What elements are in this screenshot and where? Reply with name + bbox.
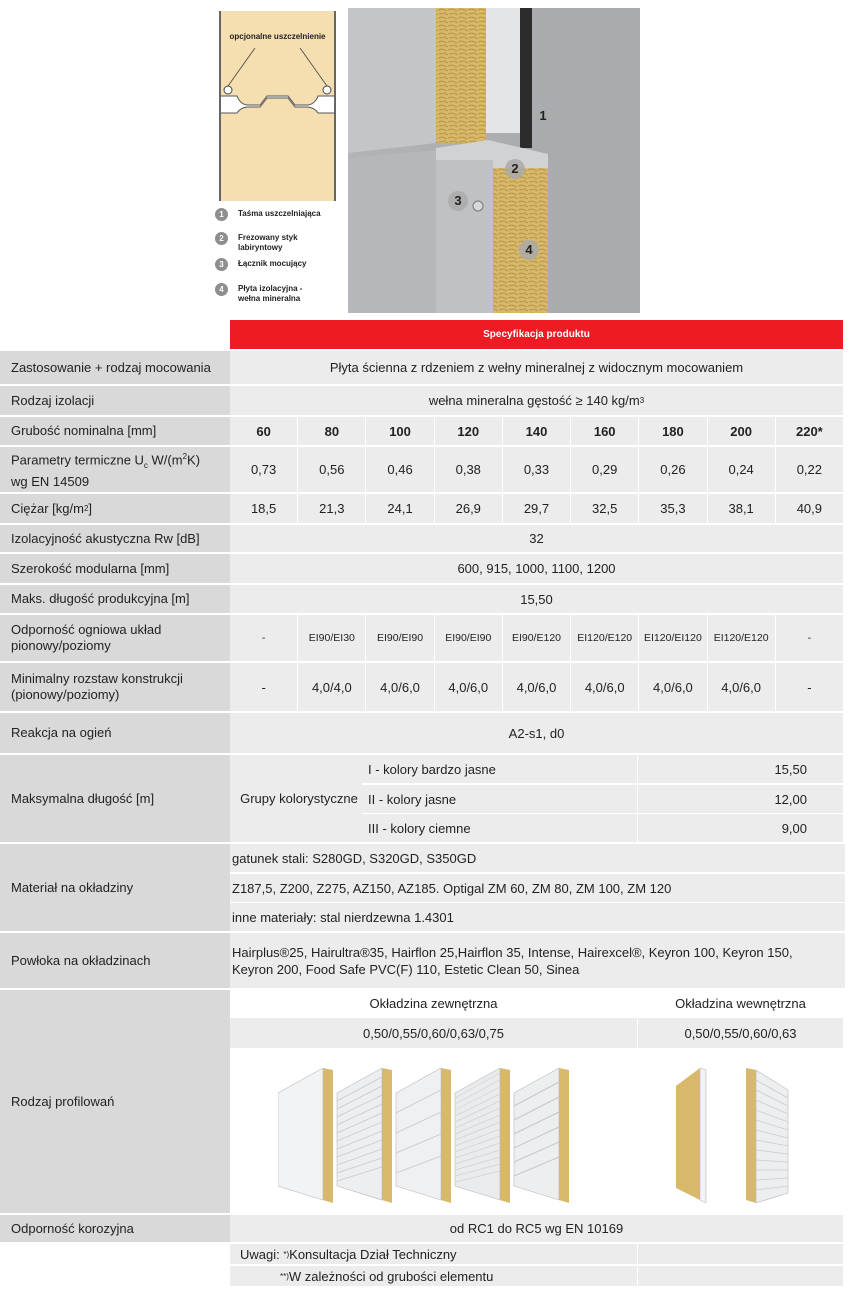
photo-label: 4: [519, 240, 539, 260]
thermal-label-c: K) wg EN 14509: [11, 452, 201, 489]
joint-diagram: [215, 8, 340, 313]
row-modular-width: [0, 554, 843, 583]
legend-item: [215, 258, 306, 271]
row-max-length: [0, 755, 843, 842]
row-label: Rodzaj izolacji: [0, 386, 230, 415]
row-value: Płyta ścienna z rdzeniem z wełny mineralnej z widocznym mocowaniem: [230, 351, 843, 384]
coating-value: [230, 933, 845, 988]
row-label: Powłoka na okładzinach: [0, 933, 230, 988]
row-min-spacing: [0, 663, 843, 711]
thermal-cell: 0,29: [570, 447, 638, 492]
note-2-mark: **): [280, 1271, 289, 1281]
outer-cladding-values: 0,50/0,55/0,60/0,63/0,75: [230, 1018, 637, 1048]
row-label: Izolacyjność akustyczna Rw [dB]: [0, 525, 230, 552]
weight-cell: 21,3: [297, 494, 365, 523]
row-label: Reakcja na ogień: [0, 713, 230, 753]
weight-cell: 26,9: [434, 494, 502, 523]
row-fire-reaction: [0, 713, 843, 753]
legend-item: [215, 283, 318, 304]
note-1-mark: *): [283, 1249, 290, 1259]
inner-panel-2: [746, 1068, 788, 1203]
row-label: Rodzaj profilowań: [0, 990, 230, 1213]
weight-cell: 29,7: [502, 494, 570, 523]
min-spacing-cell: 4,0/6,0: [638, 663, 706, 711]
note-2-text: W zależności od grubości elementu: [288, 1268, 494, 1284]
thickness-cell: 160: [570, 417, 638, 445]
fire-resistance-cell: -: [230, 615, 297, 661]
row-label: [0, 447, 230, 492]
min-spacing-cell: 4,0/4,0: [297, 663, 365, 711]
inner-cladding-values: 0,50/0,55/0,60/0,63: [638, 1018, 843, 1048]
thermal-label-b: W/(m: [147, 452, 183, 468]
color-group-name: II - kolory jasne: [362, 785, 637, 813]
fire-resistance-cell: EI90/EI30: [297, 615, 365, 661]
thermal-cell: 0,56: [297, 447, 365, 492]
thickness-cell: 220*: [775, 417, 843, 445]
legend-item: [215, 232, 318, 253]
row-label: Odporność korozyjna: [0, 1215, 230, 1242]
thickness-cells: [230, 417, 843, 445]
note-2: [230, 1266, 637, 1286]
thermal-cell: 0,46: [365, 447, 433, 492]
fire-resistance-cell: EI120/EI120: [638, 615, 706, 661]
weight-cell: 40,9: [775, 494, 843, 523]
thermal-cell: 0,38: [434, 447, 502, 492]
thickness-cell: 80: [297, 417, 365, 445]
panel-photo: [348, 8, 640, 313]
row-label: [0, 494, 230, 523]
row-value: 15,50: [230, 585, 843, 613]
weight-label-b: ]: [88, 500, 93, 516]
legend-text: Łącznik mocujący: [238, 259, 307, 268]
row-profiling: [0, 990, 843, 1213]
thickness-cell: 200: [707, 417, 775, 445]
material-line: Z187,5, Z200, Z275, AZ150, AZ185. Optigal ZM 60, ZM 80, ZM 100, ZM 120: [230, 874, 845, 902]
coating-line: Keyron 200, Food Safe PVC(F) 110, Estetic Clean 50, Sinea: [232, 961, 580, 977]
legend-item: [215, 208, 321, 221]
row-fire-resistance: [0, 615, 843, 661]
fire-resistance-cell: EI120/E120: [707, 615, 775, 661]
material-line: inne materiały: stal nierdzewna 1.4301: [230, 903, 845, 931]
profile-panel-4: [455, 1068, 510, 1203]
profile-panel-5: [514, 1068, 569, 1203]
color-group-value: 12,00: [638, 785, 843, 813]
note-2-empty: [638, 1266, 843, 1286]
min-spacing-cell: -: [775, 663, 843, 711]
legend-text: Frezowany styk labiryntowy: [238, 233, 298, 252]
weight-cell: 24,1: [365, 494, 433, 523]
legend-text: Płyta izolacyjna - wełna mineralna: [238, 284, 303, 303]
joint-caption: opcjonalne uszczelnienie: [229, 32, 326, 41]
outer-profile-panels: [278, 1068, 623, 1203]
fire-resistance-cell: EI120/E120: [570, 615, 638, 661]
weight-label-sup: 2: [83, 503, 89, 513]
row-thickness: [0, 417, 843, 445]
thermal-label-sup: 2: [182, 452, 188, 462]
fire-resistance-cells: [230, 615, 843, 661]
row-value: [230, 386, 843, 415]
insulation-value: wełna mineralna gęstość ≥ 140 kg/m: [428, 393, 640, 408]
row-value: 32: [230, 525, 843, 552]
inner-cladding-title: Okładzina wewnętrzna: [638, 990, 843, 1016]
weight-cell: 38,1: [707, 494, 775, 523]
row-label: [0, 615, 230, 661]
color-group-name: III - kolory ciemne: [362, 814, 637, 842]
profile-panel-1: [278, 1068, 333, 1203]
min-spacing-cell: 4,0/6,0: [365, 663, 433, 711]
fire-resistance-cell: EI90/E120: [502, 615, 570, 661]
thermal-cell: 0,22: [775, 447, 843, 492]
row-weight: [0, 494, 843, 523]
profile-panel-3: [396, 1068, 451, 1203]
legend-number: 1: [215, 208, 228, 221]
row-label: Maksymalna długość [m]: [0, 755, 230, 842]
weight-cells: [230, 494, 843, 523]
legend-number: 3: [215, 258, 228, 271]
row-value: A2-s1, d0: [230, 713, 843, 753]
min-spacing-cell: 4,0/6,0: [434, 663, 502, 711]
thermal-label-a: Parametry termiczne U: [11, 452, 144, 468]
thermal-cell: 0,24: [707, 447, 775, 492]
coating-line: Hairplus®25, Hairultra®35, Hairflon 25,Hairflon 35, Intense, Hairexcel®, Keyron 100, Keyron 150,: [232, 944, 793, 960]
fire-resistance-cell: EI90/EI90: [434, 615, 502, 661]
row-label: Maks. długość produkcyjna [m]: [0, 585, 230, 613]
legend-number: 2: [215, 232, 228, 245]
panel-photo-drawing: [348, 8, 640, 313]
color-group-label: Grupy kolorystyczne: [230, 755, 362, 842]
color-group-value: 9,00: [638, 814, 843, 842]
fire-resistance-cell: EI90/EI90: [365, 615, 433, 661]
fire-resistance-cell: -: [775, 615, 843, 661]
note-1: [230, 1244, 637, 1264]
thickness-cell: 140: [502, 417, 570, 445]
row-label: Zastosowanie + rodzaj mocowania: [0, 351, 230, 384]
row-label: Materiał na okładziny: [0, 844, 230, 931]
thermal-cell: 0,33: [502, 447, 570, 492]
row-label: [0, 663, 230, 711]
row-corrosion: [0, 1215, 843, 1242]
thermal-cell: 0,26: [638, 447, 706, 492]
thickness-cell: 180: [638, 417, 706, 445]
legend-number: 4: [215, 283, 228, 296]
insulation-sup: 3: [639, 396, 645, 405]
color-group-value: 15,50: [638, 755, 843, 783]
photo-label: 1: [533, 106, 553, 126]
legend-text: Taśma uszczelniająca: [238, 209, 321, 218]
color-group-name: I - kolory bardzo jasne: [362, 755, 637, 783]
row-label: Szerokość modularna [mm]: [0, 554, 230, 583]
row-insulation: [0, 386, 843, 415]
row-label: Grubość nominalna [mm]: [0, 417, 230, 445]
row-max-length-production: [0, 585, 843, 613]
fire-resistance-label: Odporność ogniowa układ pionowy/poziomy: [11, 622, 162, 653]
thickness-cell: 60: [230, 417, 297, 445]
row-value: od RC1 do RC5 wg EN 10169: [230, 1215, 843, 1242]
profile-panel-2: [337, 1068, 392, 1203]
weight-label-a: Ciężar [kg/m: [11, 500, 84, 516]
min-spacing-cell: 4,0/6,0: [570, 663, 638, 711]
min-spacing-cells: [230, 663, 843, 711]
row-acoustic: [0, 525, 843, 552]
min-spacing-cell: -: [230, 663, 297, 711]
row-application: [0, 351, 843, 384]
photo-label: 2: [505, 159, 525, 179]
spec-header: Specyfikacja produktu: [230, 320, 843, 349]
thickness-cell: 100: [365, 417, 433, 445]
weight-cell: 18,5: [230, 494, 297, 523]
thermal-label-sub: c: [143, 460, 148, 470]
weight-cell: 32,5: [570, 494, 638, 523]
thickness-cell: 120: [434, 417, 502, 445]
outer-cladding-title: Okładzina zewnętrzna: [230, 990, 637, 1016]
thermal-cells: [230, 447, 843, 492]
row-coating: [0, 933, 843, 988]
notes-prefix: Uwagi:: [240, 1246, 280, 1262]
photo-label: 3: [448, 191, 468, 211]
note-1-empty: [638, 1244, 843, 1264]
row-thermal: [0, 447, 843, 492]
thermal-cell: 0,73: [230, 447, 297, 492]
row-value: 600, 915, 1000, 1100, 1200: [230, 554, 843, 583]
min-spacing-cell: 4,0/6,0: [502, 663, 570, 711]
inner-profile-panels: [676, 1068, 806, 1203]
row-material: [0, 844, 843, 931]
min-spacing-label: Minimalny rozstaw konstrukcji (pionowy/poziomy): [11, 671, 183, 702]
material-line: gatunek stali: S280GD, S320GD, S350GD: [230, 844, 845, 872]
weight-cell: 35,3: [638, 494, 706, 523]
note-1-text: Konsultacja Dział Techniczny: [289, 1246, 457, 1262]
min-spacing-cell: 4,0/6,0: [707, 663, 775, 711]
inner-panel-1: [676, 1068, 706, 1203]
